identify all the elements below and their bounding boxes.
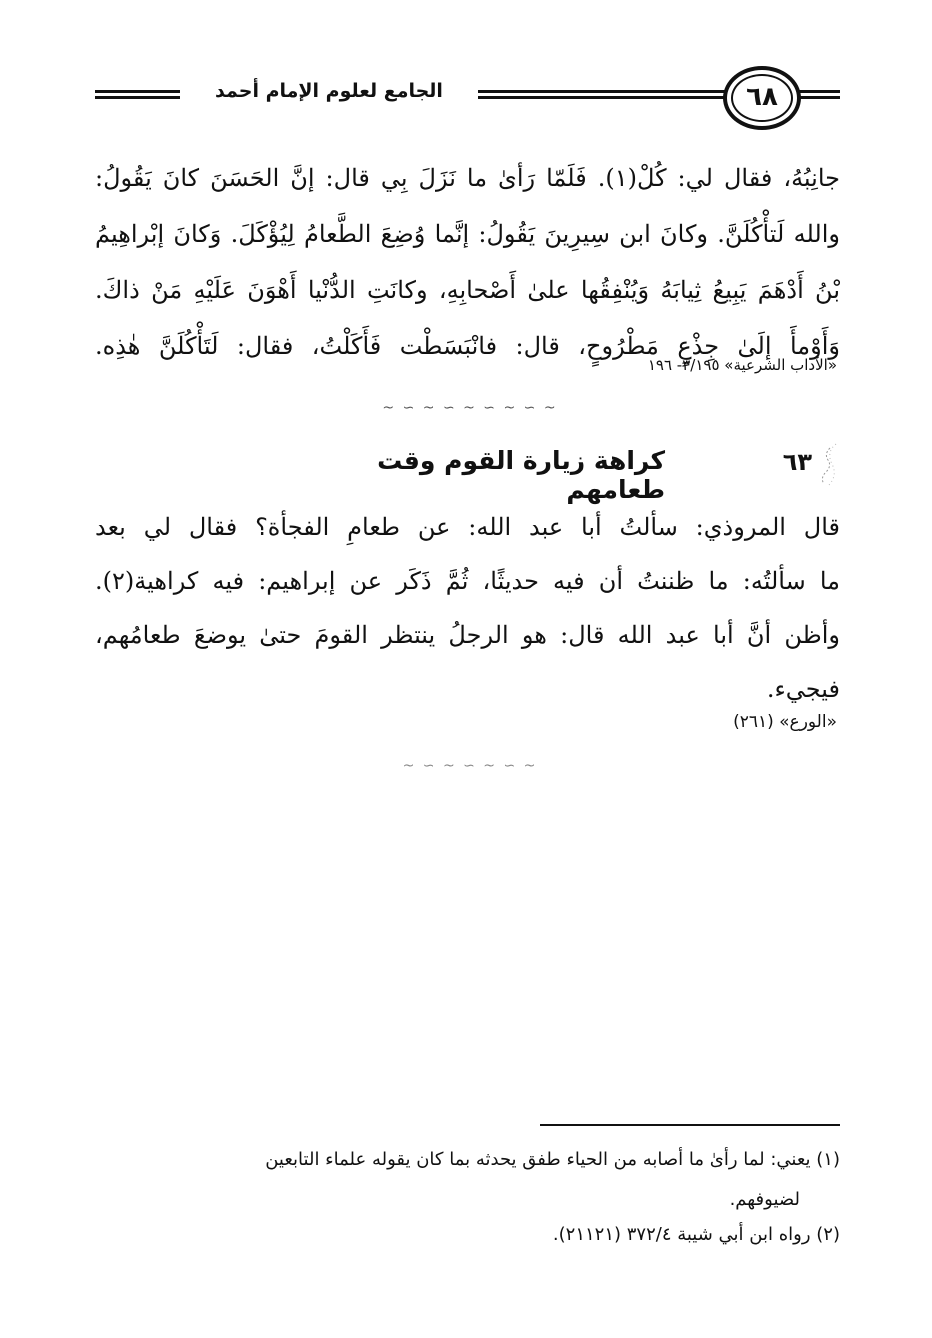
section-title: كراهة زيارة القوم وقت طعامهم [377,446,665,504]
footnote-2-marker: (٢) [816,1224,840,1245]
section-divider-ornament: ~ ∽ ~ ∽ ~ ∽ ~ ∽ ~ [382,400,558,416]
paragraph-1-line-3: بْنُ أَدْهَمَ يَبِيعُ ثِيابَهُ وَيُنْفِقُها علىٰ أَصْحابِهِ، وكانَتِ الدُّنْيا أَهْوَنَ عَلَيْهِ مَنْ ذاكَ. [95,276,840,304]
page-number-badge [723,66,801,130]
paragraph-2-line-1: قال المروذي: سألتُ أبا عبد الله: عن طعامِ الفجأة؟ فقال لي بعد [95,513,840,541]
paragraph-2-line-4: فيجيء. [766,675,840,703]
paragraph-2 [95,500,840,716]
footnote-1 [95,1140,840,1220]
paragraph-1-source: «الآداب الشرعية» ٣/١٩٥- ١٩٦ [647,356,837,374]
paragraph-1-line-2: والله لَتأْكُلَنَّ. وكانَ ابن سِيرِينَ يَقُولُ: إنَّما وُضِعَ الطَّعامُ لِيُؤْكَلَ. وَكانَ إبْراهِيمُ [95,220,840,248]
footnote-1-text: يعني: لما رأىٰ ما أصابه من الحياء طفق يحدثه بما كان يقوله علماء التابعين [265,1149,811,1170]
running-title: الجامع لعلوم الإمام أحمد [215,80,443,102]
paragraph-1 [95,150,840,374]
paragraph-2-line-2: ما سألتُه: ما ظننتُ أن فيه حديثًا، ثُمَّ ذَكَر عن إبراهيم: فيه كراهية(٢). [95,567,840,595]
paragraph-1-line-4: وَأَوْمأَ إلَىٰ جِذْعٍ مَطْرُوحٍ، قال: فانْبَسَطْت فَأَكَلْتُ، فقال: لَتَأْكُلَنَّ هٰذِه. [95,332,840,360]
header-rule-left [95,90,180,99]
footnote-2 [95,1215,840,1255]
page-number: ٦٨ [746,82,778,112]
section-heading [280,440,840,504]
paragraph-1-line-1: جانِبُهُ، فقال لي: كُلْ(١). فَلَمّا رَأىٰ ما نَزَلَ بِي قال: إنَّ الحَسَنَ كانَ يَقُولُ: [95,164,840,192]
paragraph-2-source: «الورع» (٢٦١) [733,712,837,732]
header-rule-right [805,90,840,99]
footnote-2-text: رواه ابن أبي شيبة ٣٧٢/٤ (٢١١٢١). [552,1224,811,1245]
paragraph-2-line-3: وأظن أنَّ أبا عبد الله قال: هو الرجلُ ينتظر القومَ حتىٰ يوضعَ طعامُهم، [95,621,840,649]
page-header [95,62,840,134]
section-number: ٦٣ [782,448,812,476]
footnote-separator [540,1124,840,1126]
footnote-1-marker: (١) [816,1149,840,1170]
end-ornament: ~ ∽ ~ ∽ ~ ∽ ~ [402,758,538,774]
footnote-1-continuation: لضيوفهم. [729,1189,800,1210]
